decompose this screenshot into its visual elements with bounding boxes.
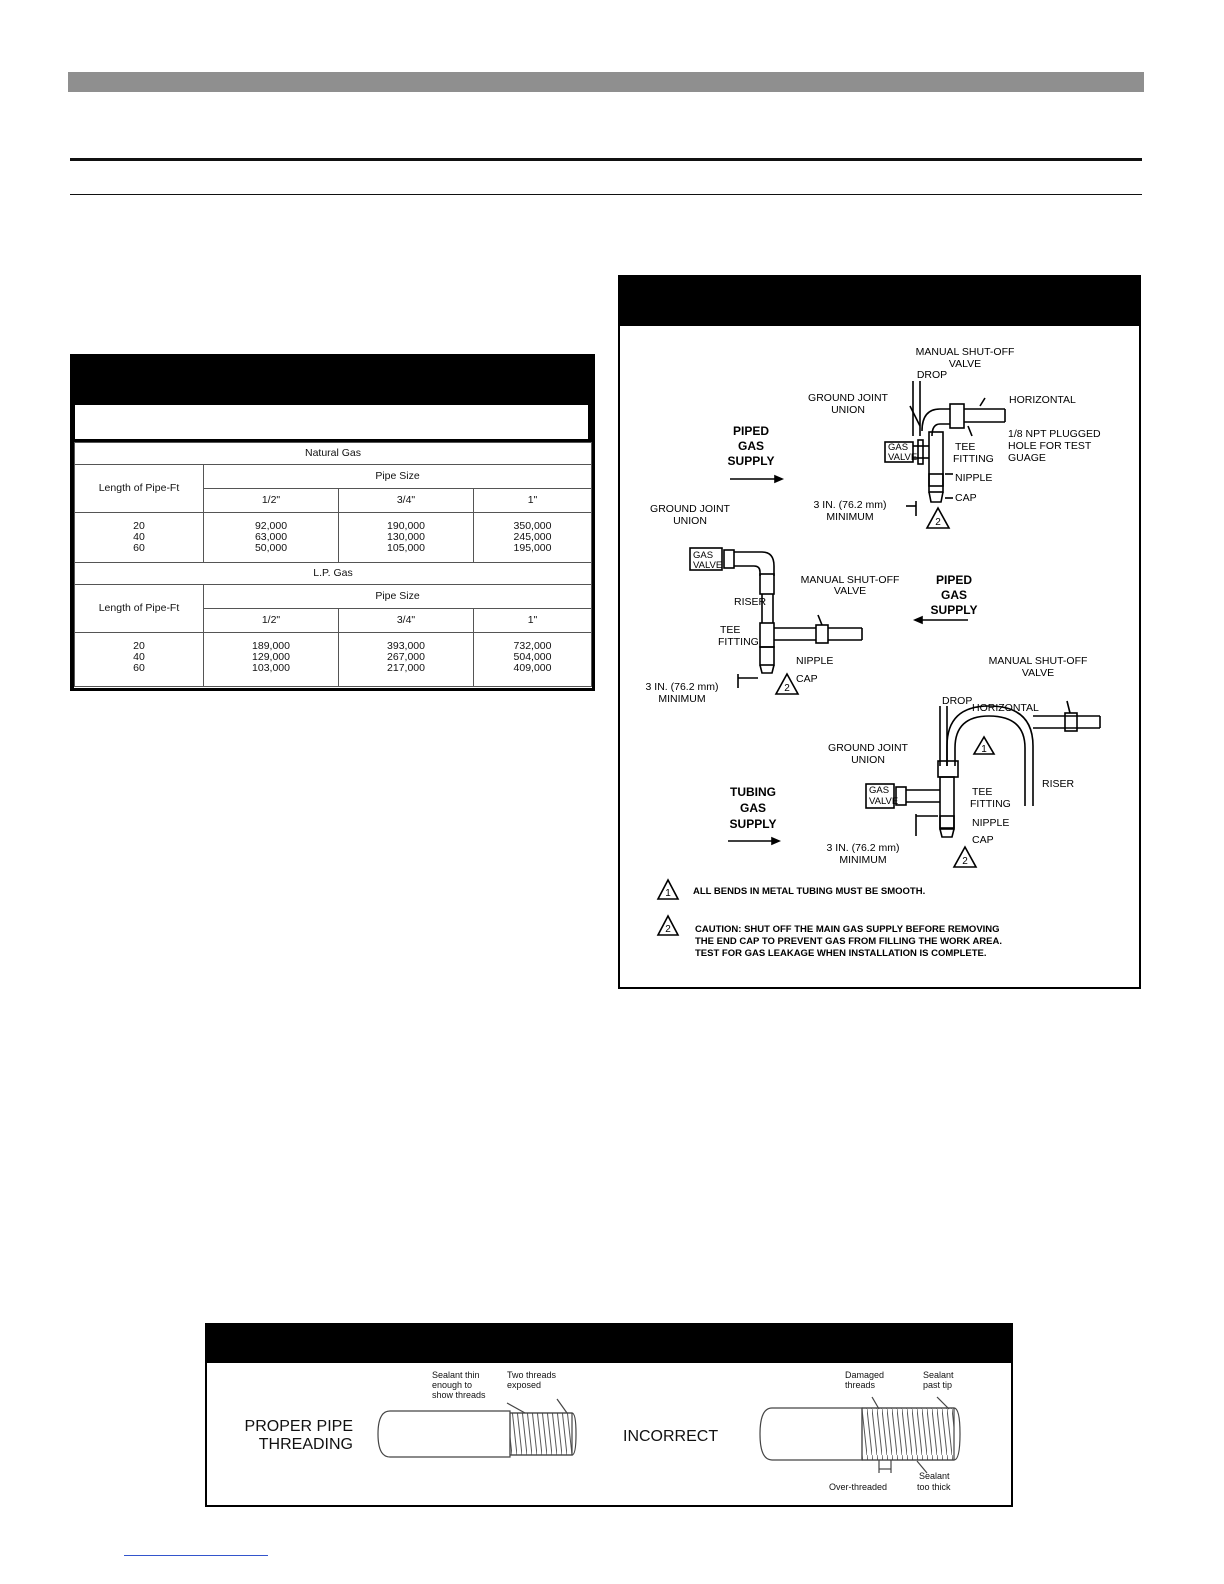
footer-link-underline[interactable] (124, 1555, 268, 1556)
length-values: 20 40 60 (75, 633, 204, 687)
sealant-thin-3: show threads (432, 1390, 486, 1400)
size-one: 1" (474, 609, 592, 633)
d3-horizontal: HORIZONTAL (972, 702, 1039, 714)
btu-values-three-quarter: 393,000 267,000 217,000 (339, 633, 474, 687)
diagram-piped-2 (690, 548, 968, 694)
d1-cap: CAP (955, 492, 977, 504)
proper-pipe (378, 1399, 576, 1457)
d1-nipple: NIPPLE (955, 472, 993, 484)
d2-gas: GAS (940, 588, 968, 602)
d2-triangle-num: 2 (784, 683, 790, 694)
header-bar (68, 72, 1144, 92)
sealant-too-thick-1: Sealant (919, 1471, 950, 1481)
d3-riser: RISER (1042, 778, 1075, 790)
d1-valve-box: VALVE (888, 452, 918, 463)
incorrect-label: INCORRECT (623, 1428, 719, 1445)
d1-union: UNION (831, 404, 865, 416)
incorrect-pipe (760, 1397, 960, 1473)
d1-npt-2: HOLE FOR TEST (1008, 440, 1092, 452)
btu-values-half: 92,000 63,000 50,000 (204, 513, 339, 563)
header-rule-thin (70, 194, 1142, 195)
d1-valve: VALVE (948, 358, 982, 370)
pipe-threading-illustration (207, 1363, 1011, 1505)
lp-gas-title: L.P. Gas (75, 563, 592, 585)
size-one: 1" (474, 489, 592, 513)
natural-gas-title: Natural Gas (75, 443, 592, 465)
sealant-thin-1: Sealant thin (432, 1370, 480, 1380)
d2-manual-shutoff: MANUAL SHUT-OFF (800, 574, 900, 586)
d2-nipple: NIPPLE (796, 655, 834, 667)
d1-ground-joint: GROUND JOINT (808, 392, 888, 404)
two-threads-2: exposed (507, 1380, 542, 1390)
d1-tee: TEE (955, 441, 976, 453)
d2-valve-box: VALVE (693, 560, 723, 571)
proper-threading-line-2: THREADING (258, 1436, 353, 1453)
d3-ground-joint: GROUND JOINT (828, 742, 908, 754)
d2-gas-box: GAS (693, 550, 714, 561)
d3-drop: DROP (942, 695, 973, 707)
d1-piped: PIPED (732, 424, 770, 438)
d1-triangle-num: 2 (935, 517, 941, 528)
size-three-quarter: 3/4" (339, 609, 474, 633)
d1-supply: SUPPLY (727, 454, 775, 468)
length-header: Length of Pipe-Ft (75, 585, 204, 633)
threading-header-bar (207, 1325, 1011, 1363)
d1-3in: 3 IN. (76.2 mm) (813, 499, 887, 511)
d1-gas-box: GAS (888, 442, 909, 453)
d1-npt-3: GUAGE (1008, 452, 1046, 464)
btu-values-one: 732,000 504,000 409,000 (474, 633, 592, 687)
d3-minimum: MINIMUM (839, 854, 887, 866)
btu-values-half: 189,000 129,000 103,000 (204, 633, 339, 687)
d2-fitting: FITTING (718, 636, 759, 648)
d2-supply: SUPPLY (930, 603, 978, 617)
d3-triangle-1-num: 1 (981, 744, 987, 755)
d2-union: UNION (673, 515, 707, 527)
d3-3in: 3 IN. (76.2 mm) (826, 842, 900, 854)
length-header: Length of Pipe-Ft (75, 465, 204, 513)
d2-valve: VALVE (833, 585, 867, 597)
d3-union: UNION (851, 754, 885, 766)
d3-fitting: FITTING (970, 798, 1011, 810)
d3-tee: TEE (972, 786, 993, 798)
d3-cap: CAP (972, 834, 994, 846)
d3-tubing: TUBING (730, 785, 776, 799)
d2-tee: TEE (720, 624, 741, 636)
size-half: 1/2" (204, 489, 339, 513)
note-1-text: ALL BENDS IN METAL TUBING MUST BE SMOOTH. (693, 886, 926, 897)
btu-values-three-quarter: 190,000 130,000 105,000 (339, 513, 474, 563)
sealant-past-tip-1: Sealant (923, 1370, 954, 1380)
d3-valve-box: VALVE (869, 796, 899, 807)
note-2-line-2: THE END CAP TO PREVENT GAS FROM FILLING THE WORK AREA. (695, 936, 1003, 947)
d2-ground-joint: GROUND JOINT (650, 503, 730, 515)
proper-threading-line-1: PROPER PIPE (244, 1418, 353, 1435)
d1-npt-1: 1/8 NPT PLUGGED (1008, 428, 1101, 440)
d3-valve: VALVE (1021, 667, 1055, 679)
d3-nipple: NIPPLE (972, 817, 1010, 829)
note-1-num: 1 (665, 888, 671, 899)
length-values: 20 40 60 (75, 513, 204, 563)
sealant-past-tip-2: past tip (923, 1380, 953, 1390)
damaged-threads-2: threads (845, 1380, 876, 1390)
d1-fitting: FITTING (953, 453, 994, 465)
d2-piped: PIPED (935, 573, 973, 587)
damaged-threads-1: Damaged (845, 1370, 885, 1380)
figure-header-bar (620, 277, 1139, 326)
d3-supply: SUPPLY (729, 817, 777, 831)
note-2-line-3: TEST FOR GAS LEAKAGE WHEN INSTALLATION IS COMPLETE. (695, 948, 987, 959)
note-2-line-1: CAUTION: SHUT OFF THE MAIN GAS SUPPLY BEFORE REMOVING (695, 924, 1000, 935)
d3-gas: GAS (739, 801, 767, 815)
d2-riser: RISER (734, 596, 767, 608)
size-three-quarter: 3/4" (339, 489, 474, 513)
gas-supply-diagram (620, 326, 1139, 987)
pipe-capacity-table (74, 442, 592, 688)
d2-3in: 3 IN. (76.2 mm) (645, 681, 719, 693)
d2-minimum: MINIMUM (658, 693, 706, 705)
over-threaded-label: Over-threaded (829, 1482, 888, 1492)
d3-gas-box: GAS (869, 785, 890, 796)
sealant-too-thick-2: too thick (917, 1482, 951, 1492)
size-half: 1/2" (204, 609, 339, 633)
d1-horizontal: HORIZONTAL (1009, 394, 1076, 406)
two-threads-1: Two threads (507, 1370, 557, 1380)
d1-manual-shutoff: MANUAL SHUT-OFF (915, 346, 1015, 358)
table-caption-box (74, 404, 589, 440)
d1-minimum: MINIMUM (826, 511, 874, 523)
d3-triangle-2-num: 2 (962, 856, 968, 867)
d3-manual-shutoff: MANUAL SHUT-OFF (988, 655, 1088, 667)
pipe-size-header: Pipe Size (204, 465, 592, 489)
note-2-num: 2 (665, 924, 671, 935)
d1-drop: DROP (916, 369, 948, 381)
btu-values-one: 350,000 245,000 195,000 (474, 513, 592, 563)
header-rule-thick (70, 158, 1142, 161)
sealant-thin-2: enough to (432, 1380, 473, 1390)
pipe-size-header: Pipe Size (204, 585, 592, 609)
d1-gas: GAS (737, 439, 765, 453)
d2-cap: CAP (796, 673, 818, 685)
